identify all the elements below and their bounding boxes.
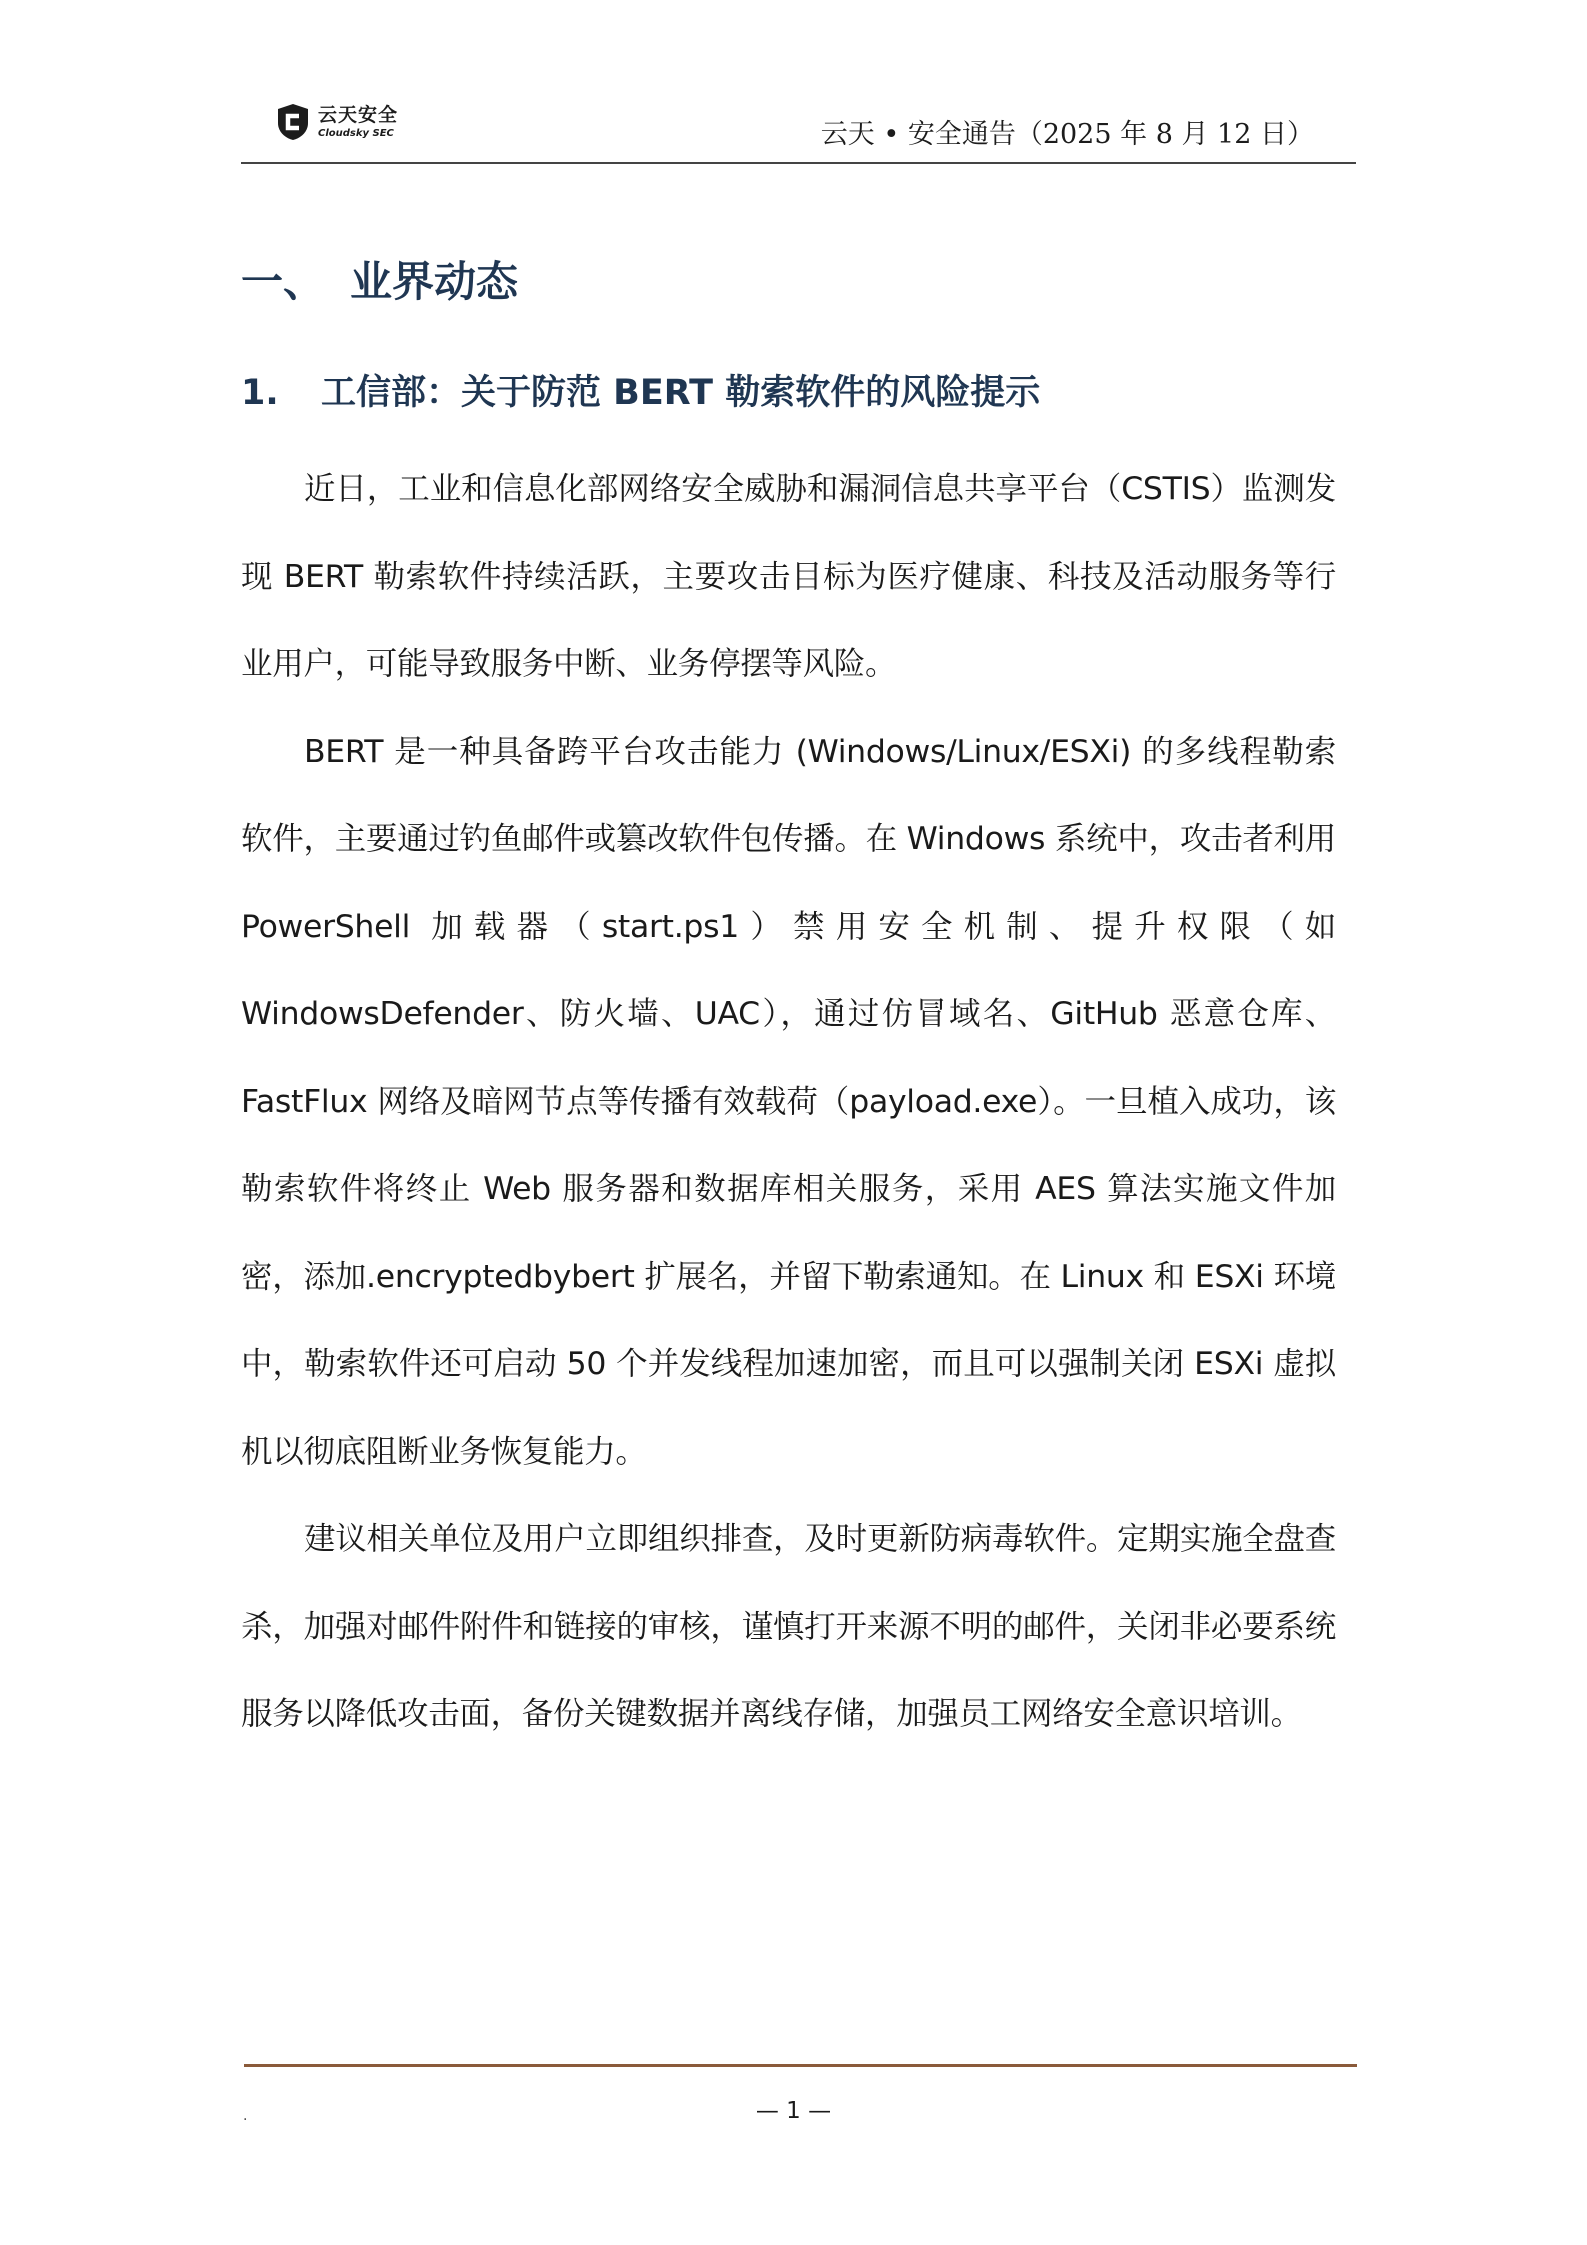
article-heading (241, 368, 1040, 418)
article-number: 1. (241, 373, 279, 413)
page-header (241, 90, 1356, 164)
section-title: 业界动态 (350, 257, 519, 306)
logo-english-name: Cloudsky SEC (318, 127, 394, 139)
cloudsky-shield-icon (275, 103, 311, 141)
section-number: 一、 (241, 257, 326, 306)
section-heading (241, 252, 518, 312)
article-title: 工信部：关于防范 BERT 勒索软件的风险提示 (321, 373, 1041, 413)
bulletin-title: 云天 • 安全通告（2025 年 8 月 12 日） (820, 119, 1314, 150)
logo-wordmark (318, 103, 399, 139)
article-paragraph: BERT 是一种具备跨平台攻击能力 (Windows/Linux/ESXi) 的多线程勒索软件，主要通过钓鱼邮件或篡改软件包传播。在 Windows 系统中，攻击者利用 PowerShell 加载器（start.ps1）禁用安全机制、提升权限（如 WindowsDefender、防火墙、UAC），通过仿冒域名、GitHub 恶意仓库、FastFlux 网络及暗网节点等传播有效载荷（payload.exe）。一旦植入成功，该勒索软件将终止 Web 服务器和数据库相关服务，采用 AES 算法实施文件加密，添加.encryptedbybert 扩展名，并留下勒索通知。在 Linux 和 ESXi 环境中，勒索软件还可启动 50 个并发线程加速加密，而且可以强制关闭 ESXi 虚拟机以彻底阻断业务恢复能力。 (241, 733, 1336, 1470)
logo-chinese-name: 云天安全 (318, 103, 399, 126)
company-logo (275, 100, 398, 144)
article-paragraph: 建议相关单位及用户立即组织排查，及时更新防病毒软件。定期实施全盘查杀，加强对邮件附件和链接的审核，谨慎打开来源不明的邮件，关闭非必要系统服务以降低攻击面，备份关键数据并离线存储，加强员工网络安全意识培训。 (241, 1521, 1336, 1732)
page-number: — 1 — (755, 2098, 832, 2124)
article-body (241, 446, 1336, 1759)
footer-divider (244, 2064, 1357, 2067)
footer-mark: . (243, 2108, 248, 2124)
article-paragraph: 近日，工业和信息化部网络安全威胁和漏洞信息共享平台（CSTIS）监测发现 BERT 勒索软件持续活跃，主要攻击目标为医疗健康、科技及活动服务等行业用户，可能导致服务中断、业务停摆等风险。 (241, 471, 1336, 682)
